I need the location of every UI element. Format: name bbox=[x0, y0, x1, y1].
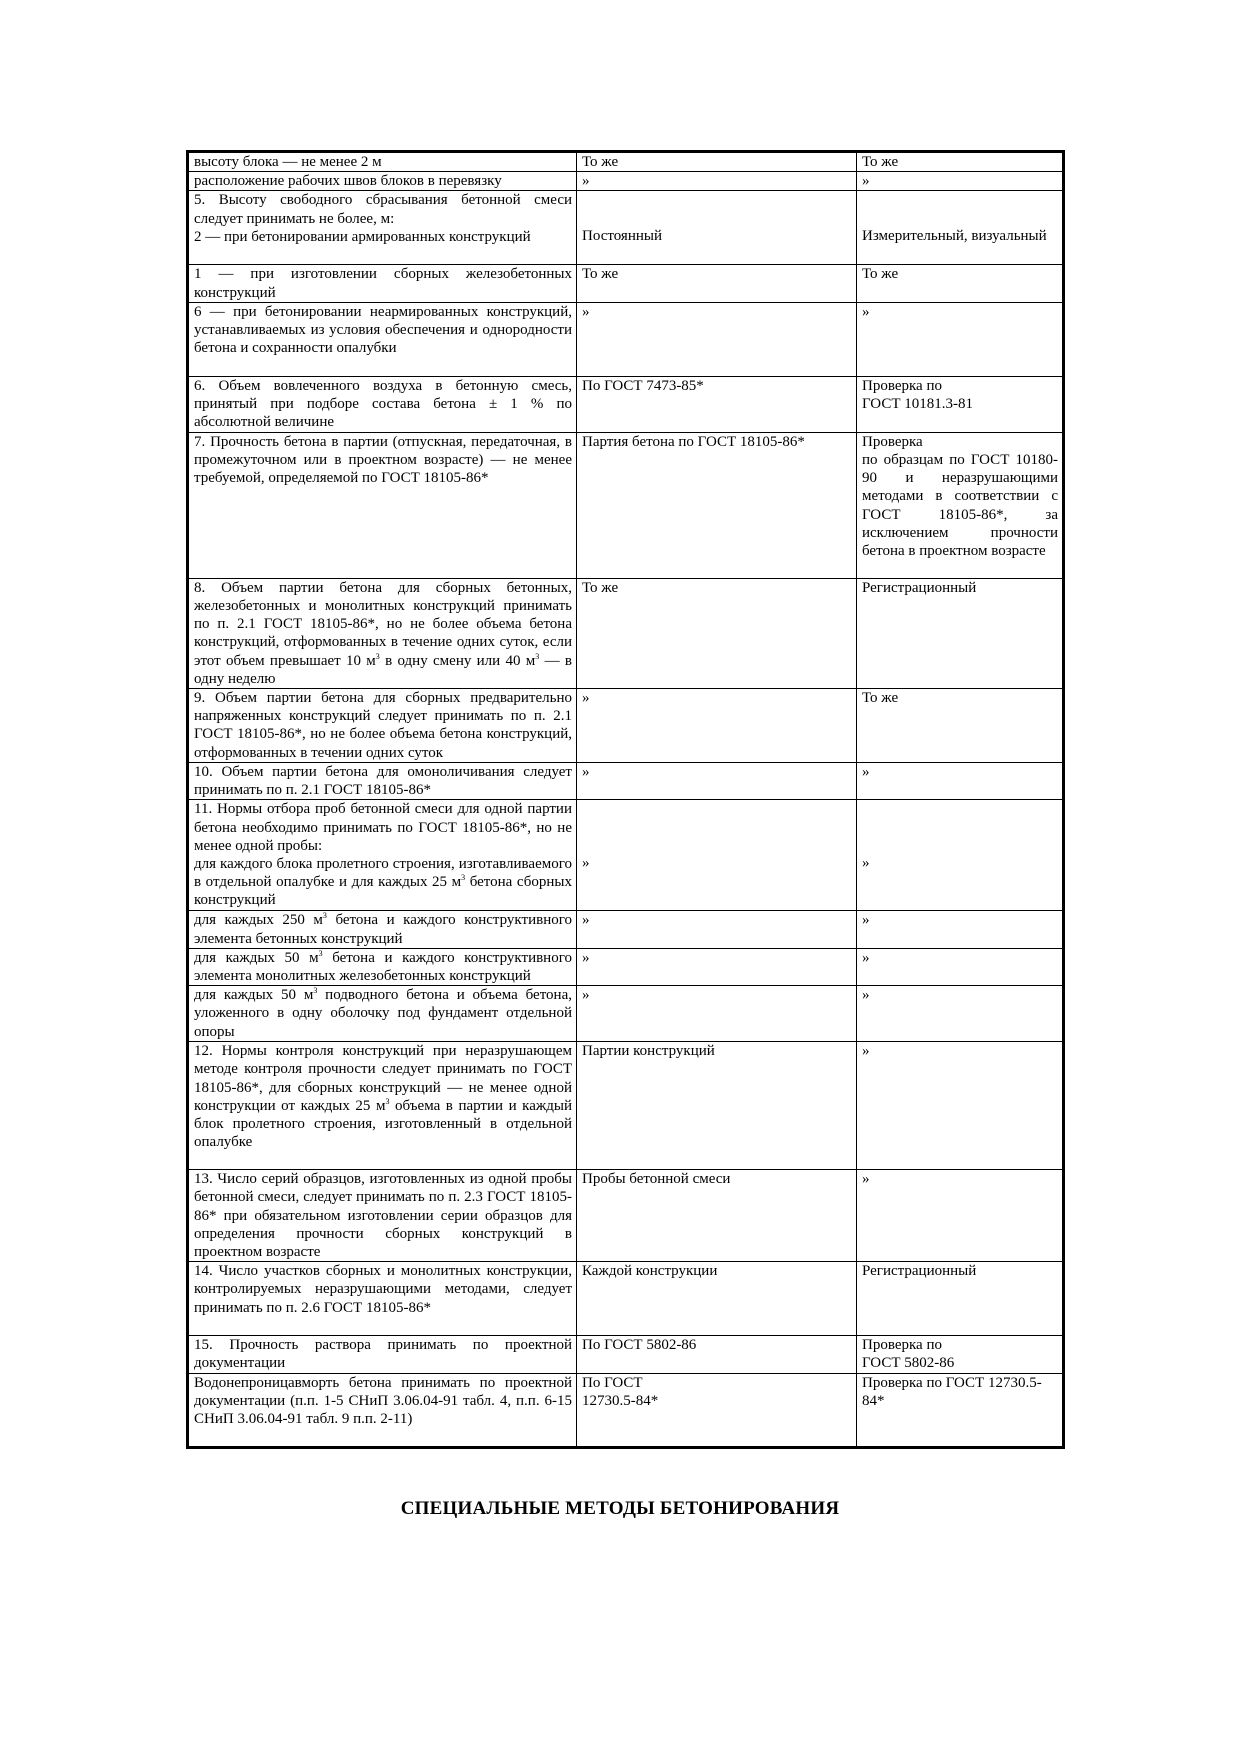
table-row bbox=[188, 432, 1064, 578]
scope-cell bbox=[577, 191, 857, 265]
table-row bbox=[188, 689, 1064, 763]
requirement-cell bbox=[188, 191, 577, 265]
scope-cell: » bbox=[577, 948, 857, 985]
table-row bbox=[188, 578, 1064, 688]
requirement-cell: 12. Нормы контроля конструкций при неразрушающем методе контроля прочности следует принимать по ГОСТ 18105-86*, для сборных конструкций — не менее одной конструкции от каждых 25 $м^3$ объема в партии и каждый блок пролетного строения, изготовленный в отдельной опалубке bbox=[188, 1042, 577, 1170]
scope-cell bbox=[577, 800, 857, 911]
method-cell: » bbox=[857, 302, 1064, 376]
method-cell bbox=[857, 191, 1064, 265]
table-row bbox=[188, 1373, 1064, 1447]
scope-cell: То же bbox=[577, 578, 857, 688]
method-line: Проверка по bbox=[862, 1337, 942, 1354]
requirement-cell: 1 — при изготовлении сборных железобетонных конструкций bbox=[188, 265, 577, 302]
scope-cell: Каждой конструкции bbox=[577, 1262, 857, 1336]
method-cell: Проверка по ГОСТ 12730.5-84* bbox=[857, 1373, 1064, 1447]
method-cell: » bbox=[857, 763, 1064, 800]
method-line: по образцам по ГОСТ 10180-90 и неразрушающими методами в соответствии с ГОСТ 18105-86*, за исключением прочности бетона в проектном возрасте bbox=[862, 452, 1058, 560]
table-row bbox=[188, 800, 1064, 911]
method-cell: То же bbox=[857, 265, 1064, 302]
method-cell bbox=[857, 432, 1064, 578]
section-heading: СПЕЦИАЛЬНЫЕ МЕТОДЫ БЕТОНИРОВАНИЯ bbox=[400, 1498, 840, 1519]
table-row bbox=[188, 911, 1064, 948]
method-cell bbox=[857, 376, 1064, 432]
requirement-cell: 13. Число серий образцов, изготовленных из одной пробы бетонной смеси, следует принимать по п. 2.3 ГОСТ 18105-86* при обязательном изготовлении серии образцов для определения прочности сборных конструкций в проектном возрасте bbox=[188, 1170, 577, 1262]
scope-cell: Партии конструкций bbox=[577, 1042, 857, 1170]
scope-line: По ГОСТ bbox=[582, 1374, 643, 1391]
table-row bbox=[188, 1042, 1064, 1170]
requirement-cell: 9. Объем партии бетона для сборных предварительно напряженных конструкций следует принимать по п. 2.1 ГОСТ 18105-86*, но не более объема бетона конструкций, отформованных в течении одних суток bbox=[188, 689, 577, 763]
table-row bbox=[188, 172, 1064, 191]
scope-cell: По ГОСТ 7473-85* bbox=[577, 376, 857, 432]
requirement-cell: расположение рабочих швов блоков в перевязку bbox=[188, 172, 577, 191]
requirement-intro: 11. Нормы отбора проб бетонной смеси для одной партии бетона необходимо принимать по ГОСТ 18105-86*, но не менее одной пробы: bbox=[194, 801, 572, 854]
method-line: Проверка по bbox=[862, 377, 942, 394]
requirement-cell: Водонепроницавморть бетона принимать по проектной документации (п.п. 1-5 СНиП 3.06.04-91 табл. 4, п.п. 6-15 СНиП 3.06.04-91 табл. 9 п.п. 2-11) bbox=[188, 1373, 577, 1447]
scope-cell: » bbox=[577, 172, 857, 191]
method-cell: » bbox=[857, 986, 1064, 1042]
method-text: Измерительный, визуальный bbox=[862, 228, 1047, 245]
requirement-cell: 6 — при бетонировании неармированных конструкций, устанавливаемых из условия обеспечения и однородности бетона и сохранности опалубки bbox=[188, 302, 577, 376]
scope-cell bbox=[577, 1373, 857, 1447]
method-cell: » bbox=[857, 1042, 1064, 1170]
method-cell: То же bbox=[857, 689, 1064, 763]
requirement-cell: высоту блока — не менее 2 м bbox=[188, 152, 577, 172]
scope-cell: То же bbox=[577, 265, 857, 302]
method-cell: То же bbox=[857, 152, 1064, 172]
scope-cell: По ГОСТ 5802-86 bbox=[577, 1336, 857, 1373]
method-cell bbox=[857, 1336, 1064, 1373]
table-row bbox=[188, 191, 1064, 265]
table-row bbox=[188, 265, 1064, 302]
method-cell: » bbox=[857, 1170, 1064, 1262]
method-cell: Регистрационный bbox=[857, 578, 1064, 688]
table-row bbox=[188, 763, 1064, 800]
scope-text: Постоянный bbox=[582, 228, 662, 245]
requirement-cell: 6. Объем вовлеченного воздуха в бетонную смесь, принятый при подборе состава бетона ± 1 % по абсолютной величине bbox=[188, 376, 577, 432]
scope-line: 12730.5-84* bbox=[582, 1392, 659, 1409]
method-line: ГОСТ 5802-86 bbox=[862, 1355, 955, 1372]
scope-cell: Партия бетона по ГОСТ 18105-86* bbox=[577, 432, 857, 578]
table-row bbox=[188, 302, 1064, 376]
table-row bbox=[188, 1170, 1064, 1262]
requirement-cell: 10. Объем партии бетона для омоноличивания следует принимать по п. 2.1 ГОСТ 18105-86* bbox=[188, 763, 577, 800]
method-line: Проверка bbox=[862, 433, 923, 450]
requirement-cell: 14. Число участков сборных и монолитных конструкции, контролируемых неразрушающими методами, следует принимать по п. 2.6 ГОСТ 18105-86* bbox=[188, 1262, 577, 1336]
requirement-cell: для каждых 250 $м^3$ бетона и каждого конструктивного элемента бетонных конструкций bbox=[188, 911, 577, 948]
method-cell: » bbox=[857, 172, 1064, 191]
scope-cell: » bbox=[577, 302, 857, 376]
scope-cell: То же bbox=[577, 152, 857, 172]
requirement-cell: для каждых 50 $м^3$ подводного бетона и объема бетона, уложенного в одну оболочку под фундамент отдельной опоры bbox=[188, 986, 577, 1042]
method-cell: » bbox=[857, 948, 1064, 985]
requirement-text: для каждого блока пролетного строения, изготавливаемого в отдельной опалубке и для каждых 25 $м^3$ бетона сборных конструкций bbox=[194, 856, 572, 909]
table-row bbox=[188, 986, 1064, 1042]
control-table bbox=[186, 150, 1065, 1449]
method-cell bbox=[857, 800, 1064, 911]
scope-cell: » bbox=[577, 763, 857, 800]
table-row bbox=[188, 1262, 1064, 1336]
table-row bbox=[188, 152, 1064, 172]
requirement-cell: 8. Объем партии бетона для сборных бетонных, железобетонных и монолитных конструкций принимать по п. 2.1 ГОСТ 18105-86*, но не более объема бетона конструкций, отформованных в течение одних суток, если этот объем превышает 10 $м^3$ в одну смену или 40 $м^3$ — в одну неделю bbox=[188, 578, 577, 688]
requirement-cell: для каждых 50 $м^3$ бетона и каждого конструктивного элемента монолитных железобетонных конструкций bbox=[188, 948, 577, 985]
requirement-cell: 15. Прочность раствора принимать по проектной документации bbox=[188, 1336, 577, 1373]
table-row bbox=[188, 948, 1064, 985]
table-row bbox=[188, 376, 1064, 432]
method-cell: Регистрационный bbox=[857, 1262, 1064, 1336]
requirement-intro: 5. Высоту свободного сбрасывания бетонной смеси следует принимать не более, м: bbox=[194, 192, 572, 227]
requirement-cell bbox=[188, 800, 577, 911]
method-text: » bbox=[862, 855, 870, 872]
scope-cell: » bbox=[577, 986, 857, 1042]
requirement-cell: 7. Прочность бетона в партии (отпускная, передаточная, в промежуточном или в проектном возрасте) — не менее требуемой, определяемой по ГОСТ 18105-86* bbox=[188, 432, 577, 578]
scope-cell: » bbox=[577, 689, 857, 763]
method-cell: » bbox=[857, 911, 1064, 948]
requirement-text: 2 — при бетонировании армированных конструкций bbox=[194, 228, 531, 245]
table-row bbox=[188, 1336, 1064, 1373]
scope-text: » bbox=[582, 855, 590, 872]
scope-cell: » bbox=[577, 911, 857, 948]
scope-cell: Пробы бетонной смеси bbox=[577, 1170, 857, 1262]
method-line: ГОСТ 10181.3-81 bbox=[862, 396, 973, 413]
